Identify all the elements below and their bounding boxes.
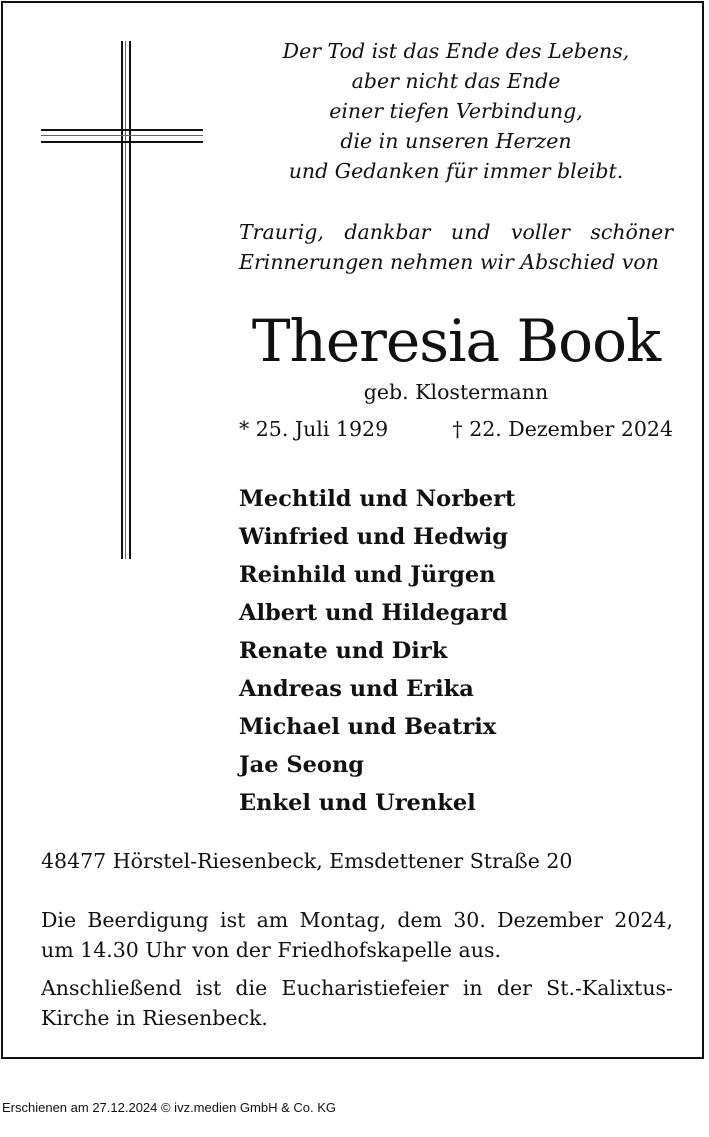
poem-line: einer tiefen Verbindung, xyxy=(329,99,583,123)
birth-date: * 25. Juli 1929 xyxy=(239,417,389,441)
mourner-entry: Andreas und Erika xyxy=(239,676,474,702)
mourner-entry: Michael und Beatrix xyxy=(239,714,497,740)
mourner-entry: Reinhild und Jürgen xyxy=(239,562,496,588)
death-date: † 22. Dezember 2024 xyxy=(452,417,673,441)
deceased-name: Theresia Book xyxy=(251,307,661,375)
mourner-entry: Enkel und Urenkel xyxy=(239,790,476,816)
life-dates xyxy=(239,414,673,444)
poem-line: aber nicht das Ende xyxy=(351,69,561,93)
intro-line: Erinnerungen nehmen wir Abschied von xyxy=(239,250,659,274)
poem-line: Der Tod ist das Ende des Lebens, xyxy=(282,39,630,63)
mourner-entry: Renate und Dirk xyxy=(239,638,448,664)
funeral-details: Die Beerdigung ist am Montag, dem 30. Dezember 2024, um 14.30 Uhr von der Friedhofskapelle aus. xyxy=(41,908,673,962)
mourners-list xyxy=(239,480,515,822)
family-address: 48477 Hörstel-Riesenbeck, Emsdettener Straße 20 xyxy=(41,849,573,873)
mourner-entry: Albert und Hildegard xyxy=(239,600,508,626)
poem-line: und Gedanken für immer bleibt. xyxy=(288,159,624,183)
intro-line: Traurig, dankbar und voller schöner xyxy=(239,220,673,244)
memorial-poem xyxy=(239,36,673,186)
publication-credit: Erschienen am 27.12.2024 © ivz.medien GmbH & Co. KG xyxy=(2,1100,337,1115)
mourner-entry: Winfried und Hedwig xyxy=(239,524,508,550)
poem-line: die in unseren Herzen xyxy=(340,129,572,153)
mourner-entry: Mechtild und Norbert xyxy=(239,486,516,512)
cross-icon xyxy=(41,41,203,561)
eucharist-details: Anschließend ist die Eucharistiefeier in der St.-Kalixtus-Kirche in Riesenbeck. xyxy=(41,976,673,1030)
mourner-entry: Jae Seong xyxy=(239,752,365,778)
farewell-intro xyxy=(239,217,673,277)
birth-name: geb. Klostermann xyxy=(363,380,549,404)
obituary-notice xyxy=(1,1,704,1059)
